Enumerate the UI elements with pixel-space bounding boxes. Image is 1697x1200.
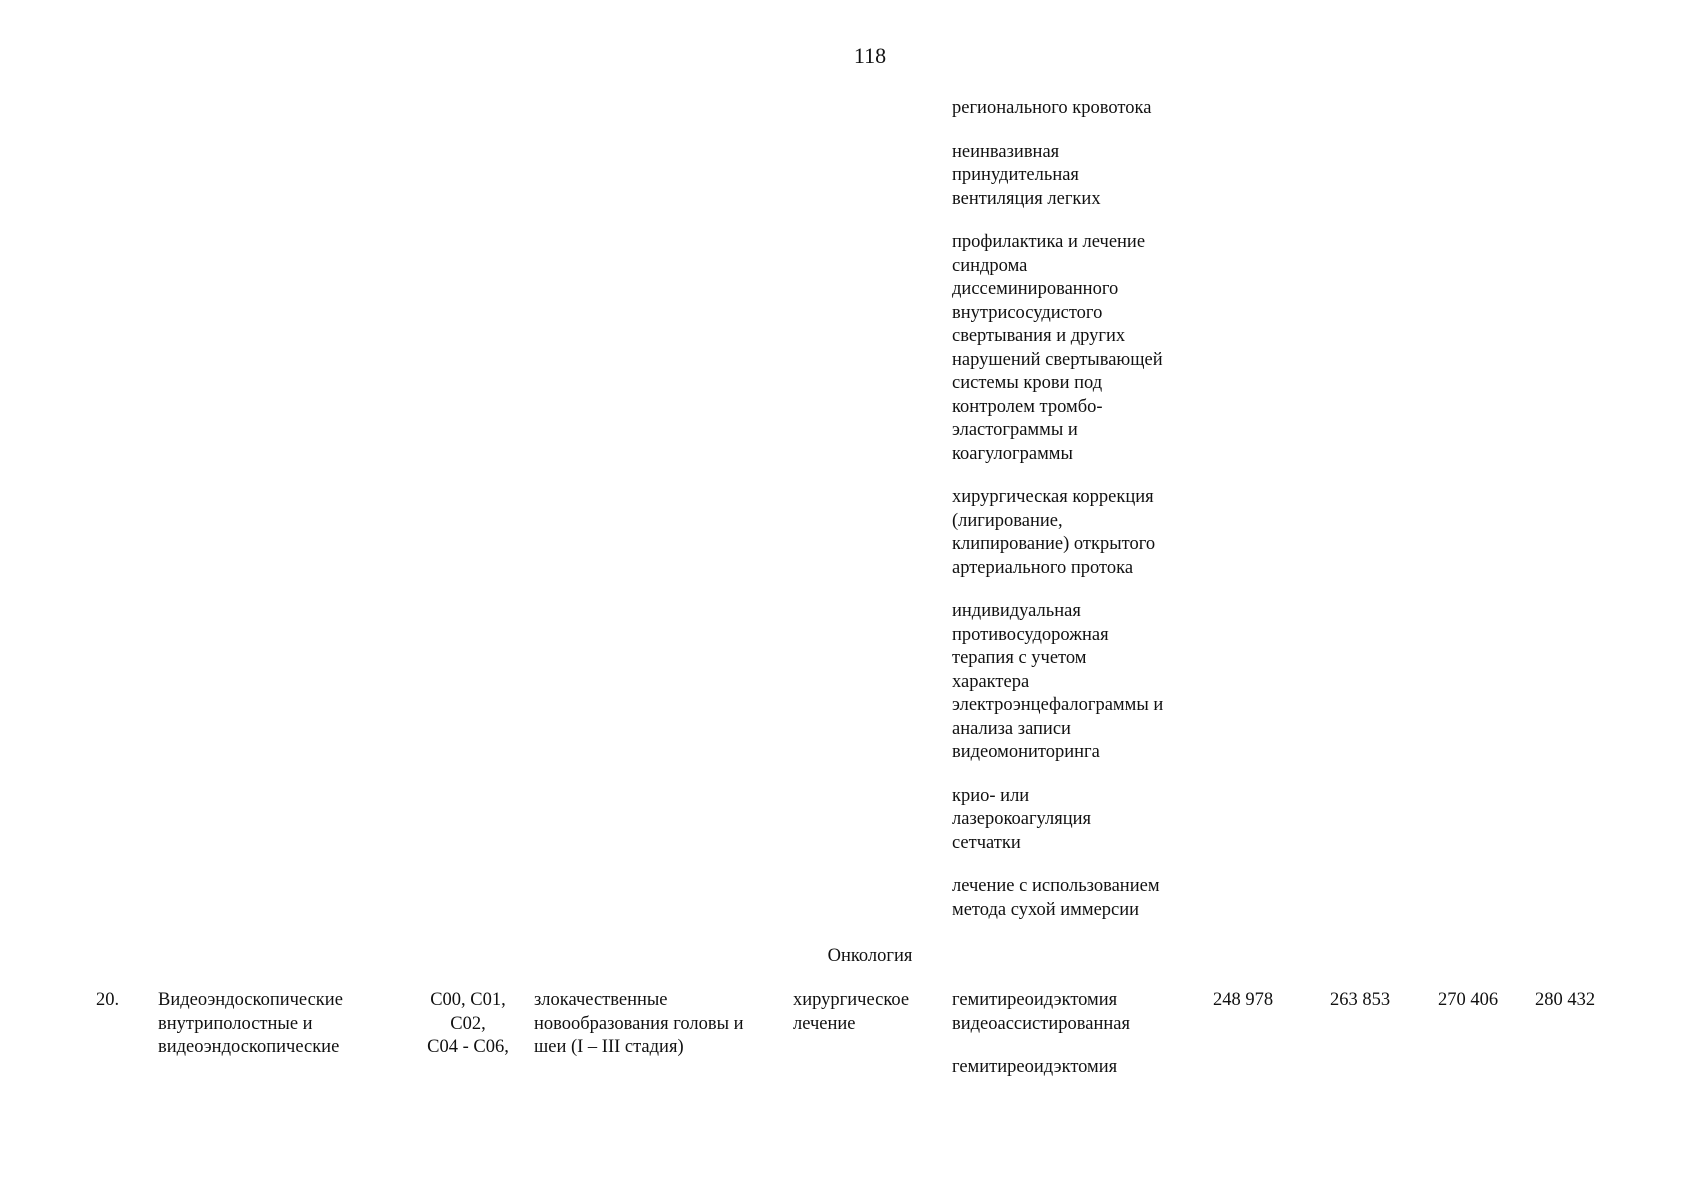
method-line: лазерокоагуляция [952,809,1092,829]
method-line: диссеминированного [952,279,1119,299]
row-code-line: C00, C01, [430,990,506,1010]
method-item [952,486,1212,580]
row-code-line: C02, [450,1013,486,1034]
row-code-line: C04 - C06, [427,1037,509,1057]
row-disease-model [534,989,784,1060]
method-item [952,97,1212,121]
row-name-line: внутриполостные и [158,1013,313,1034]
method-line: гемитиреоидэктомия [952,1057,1118,1077]
row-disease-line: злокачественные [534,990,668,1010]
method-line: хирургическая коррекция [952,487,1154,507]
method-line: крио- или [952,785,1030,806]
method-line: лечение с использованием [952,876,1160,896]
row-treatment-line: лечение [793,1013,856,1034]
method-item [952,875,1212,922]
row-diagnosis-codes [408,989,528,1060]
row-treatment-type [793,989,943,1036]
row-price-2: 263 853 [1330,990,1391,1010]
method-line: видеоассистированная [952,1013,1130,1034]
row-price-1: 248 978 [1213,990,1274,1010]
row-name-line: видеоэндоскопические [158,1037,340,1057]
method-line: эластограммы и [952,420,1078,440]
method-line: регионального кровотока [952,98,1152,118]
row-disease-line: шеи (I – III стадия) [534,1037,684,1057]
row-methods [952,989,1212,1100]
method-line: метода сухой иммерсии [952,899,1140,920]
row-name [158,989,398,1060]
row-name-line: Видеоэндоскопические [158,990,343,1010]
method-line: артериального протока [952,557,1134,578]
method-item [952,785,1212,856]
method-item [952,141,1212,212]
continued-methods-column [952,97,1212,942]
method-line: характера [952,671,1030,692]
method-item [952,600,1212,765]
method-line: гемитиреоидэктомия [952,990,1118,1010]
method-line: профилактика и лечение [952,232,1146,252]
method-item [952,231,1212,466]
method-line: индивидуальная [952,601,1081,621]
method-line: противосудорожная [952,624,1109,645]
method-line: клипирование) открытого [952,534,1156,554]
method-line: коагулограммы [952,443,1073,464]
method-line: вентиляция легких [952,188,1101,209]
method-line: (лигирование, [952,510,1063,531]
method-line: контролем тромбо- [952,396,1103,417]
method-line: внутрисосудистого [952,302,1103,323]
method-line: неинвазивная [952,141,1060,162]
method-line: сетчатки [952,832,1021,853]
method-line: системы крови под [952,373,1103,393]
method-line: терапия с учетом [952,648,1087,668]
method-line: нарушений свертывающей [952,349,1163,370]
row-number: 20. [96,990,120,1010]
method-item [952,989,1212,1036]
method-line: синдрома [952,255,1028,276]
row-disease-line: новообразования головы и [534,1013,744,1034]
method-line: электроэнцефалограммы и [952,695,1164,715]
section-heading: Онкология [827,946,913,966]
method-line: анализа записи [952,718,1071,739]
method-line: свертывания и других [952,326,1126,346]
method-line: принудительная [952,165,1079,185]
row-price-3: 270 406 [1438,990,1499,1010]
method-item [952,1056,1212,1080]
page-number: 118 [853,43,887,68]
row-price-4: 280 432 [1535,990,1596,1010]
method-line: видеомониторинга [952,742,1100,762]
row-treatment-line: хирургическое [793,990,910,1010]
